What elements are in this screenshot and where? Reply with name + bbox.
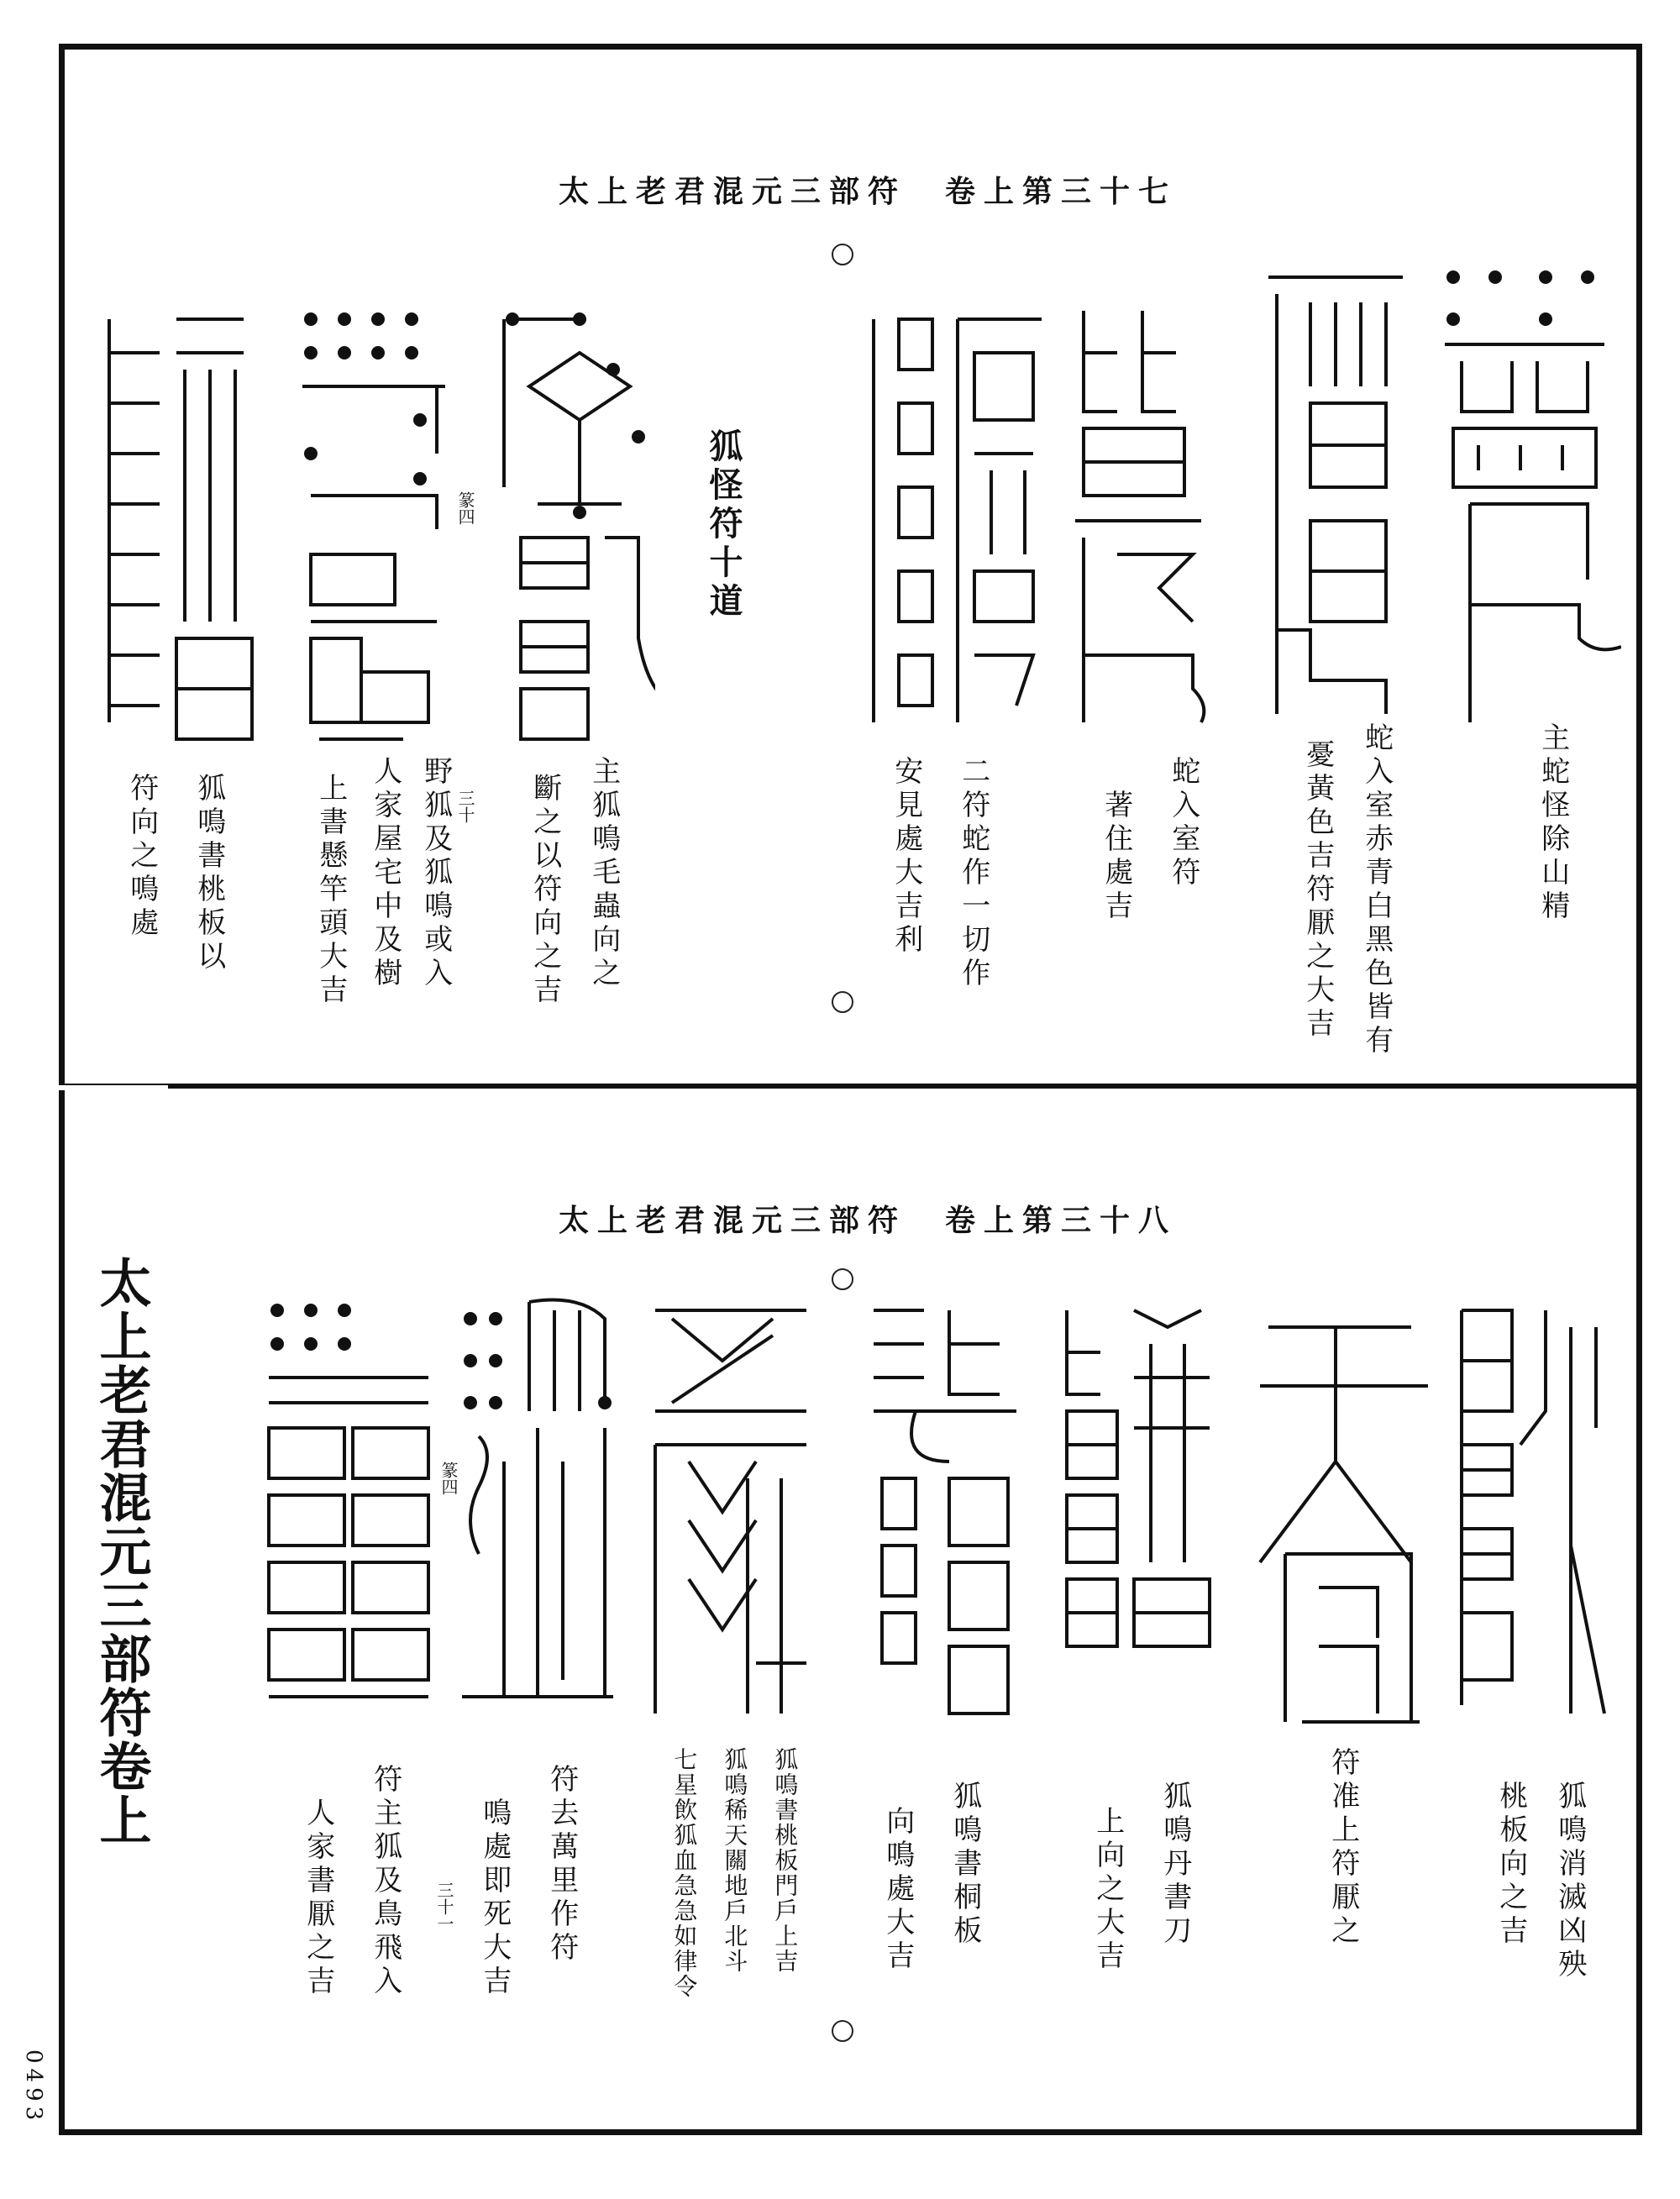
talisman-seal: [1252, 1294, 1436, 1730]
talisman-seal: [487, 302, 655, 756]
page-number: 0493: [21, 2049, 46, 2126]
margin-mark: 三十: [455, 790, 475, 823]
caption: 符去萬里作符: [544, 1764, 579, 1965]
talisman-seal: [294, 302, 454, 756]
binding-hole: [832, 991, 853, 1013]
caption: 狐鳴丹書刀: [1158, 1781, 1192, 1949]
talisman-seal: [1453, 1294, 1613, 1730]
margin-mark: 篆四: [438, 1462, 459, 1495]
caption: 狐鳴消滅凶殃: [1552, 1781, 1587, 1982]
caption: 主狐鳴毛蟲向之: [586, 756, 621, 991]
talisman-seal: [865, 1294, 1025, 1730]
side-title: 太上老君混元三部符卷上: [91, 1256, 152, 1847]
caption: 野狐及狐鳴或入: [418, 756, 453, 991]
talisman-seal: [638, 1294, 823, 1730]
section-title: 狐怪符十道: [704, 428, 743, 622]
binding-hole: [832, 1268, 853, 1290]
caption: 憂黃色吉符厭之大吉: [1300, 739, 1335, 1042]
caption: 上書懸竿頭大吉: [313, 773, 348, 1008]
caption: 狐鳴書桐板: [948, 1781, 982, 1949]
caption: 蛇入室赤青白黑色皆有: [1359, 722, 1394, 1058]
caption: 狐鳴書桃板門戶上吉: [771, 1747, 800, 1974]
caption: 符向之鳴處: [124, 773, 159, 941]
caption: 向鳴處大吉: [880, 1806, 915, 1974]
caption: 人家書厭之吉: [301, 1798, 335, 1999]
caption: 符准上符厭之: [1326, 1747, 1360, 1949]
caption: 七星飲狐血急急如律令: [670, 1747, 699, 1999]
caption: 鳴處即死大吉: [477, 1798, 512, 1999]
caption: 人家屋宅中及樹: [368, 756, 402, 991]
top-header: 太上老君混元三部符 卷上第三十七: [559, 174, 1178, 209]
talisman-seal: [865, 302, 1050, 739]
caption: 二符蛇作一切作: [956, 756, 990, 991]
caption: 狐鳴稀天關地戶北斗: [721, 1747, 749, 1974]
caption: 蛇入室符: [1166, 756, 1200, 890]
caption: 桃板向之吉: [1494, 1781, 1528, 1949]
caption: 狐鳴書桃板以: [192, 773, 226, 974]
binding-hole: [832, 2020, 853, 2042]
caption: 上向之大吉: [1090, 1806, 1125, 1974]
margin-mark: 篆四: [455, 491, 475, 525]
margin-mark: 三十一: [434, 1881, 454, 1932]
caption: 主蛇怪除山精: [1536, 722, 1570, 924]
binding-hole: [832, 244, 853, 265]
talisman-seal: [101, 302, 260, 756]
talisman-seal: [1428, 252, 1621, 722]
panel-divider: [59, 1084, 1642, 1089]
caption: 著住處吉: [1099, 790, 1133, 924]
talisman-seal: [454, 1294, 622, 1730]
caption: 斷之以符向之吉: [528, 773, 562, 1008]
bottom-header: 太上老君混元三部符 卷上第三十八: [559, 1203, 1178, 1238]
caption: 安見處大吉利: [889, 756, 923, 958]
talisman-seal: [1058, 1294, 1226, 1730]
caption: 符主狐及鳥飛入: [368, 1764, 402, 1999]
talisman-seal: [1260, 269, 1411, 722]
talisman-seal: [1067, 302, 1218, 739]
talisman-seal: [260, 1294, 437, 1730]
